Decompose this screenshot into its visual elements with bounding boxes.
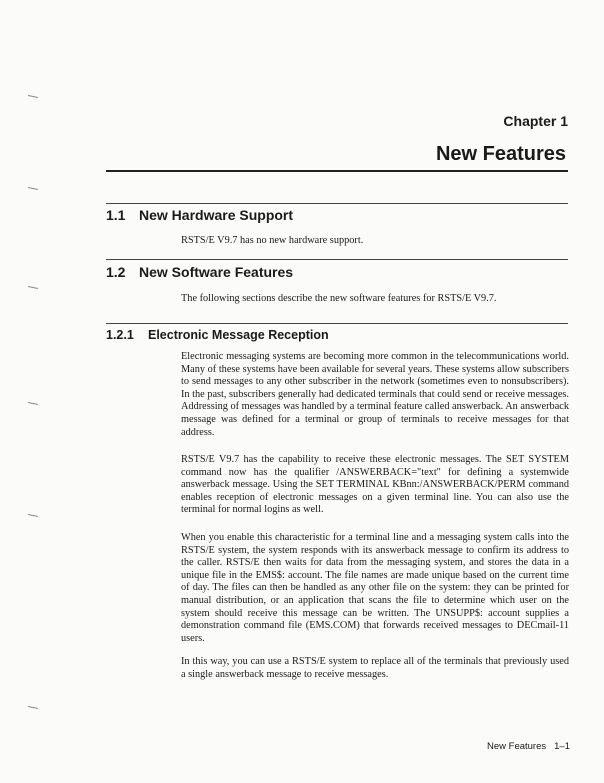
margin-mark bbox=[28, 187, 38, 190]
paragraph: When you enable this characteristic for a terminal line and a messaging system calls into the RSTS/E system, the system responds with its answerback message to confirm its address to the caller. RSTS/E then waits for data from the messaging system, and stores the data in a unique file in the EMS$: account. The file names are made unique based on the current time of day. The files can then be handled as any other file on the system: they can be printed for manual distribution, or an application that scans the file to determine which user on the system should receive this message can be written. The UNSUPP$: account supplies a demonstration command file (EMS.COM) that forwards received messages to DECmail-11 users. bbox=[181, 532, 569, 644]
subsection-heading bbox=[106, 328, 329, 342]
footer-title: New Features bbox=[487, 741, 547, 752]
section-rule bbox=[106, 259, 568, 260]
paragraph: In this way, you can use a RSTS/E system to replace all of the terminals that previously used a single answerback message to receive messages. bbox=[181, 656, 569, 680]
section-title: New Software Features bbox=[139, 264, 294, 280]
subsection-title: Electronic Message Reception bbox=[148, 328, 329, 342]
chapter-rule bbox=[106, 170, 568, 172]
margin-mark bbox=[28, 402, 38, 405]
page-number: 1–1 bbox=[554, 741, 570, 752]
chapter-label: Chapter 1 bbox=[503, 113, 568, 129]
paragraph: Electronic messaging systems are becoming more common in the telecommunications world. Many of these systems have been available for several years. These systems allow subscribers to send messages to any other subscriber in the network (sometimes even to nonsubscribers). In the past, subscribers generally had dedicated terminals that could send or receive messages. Addressing of messages was handled by a terminal feature called answerback. An answerback message was defined for a terminal or group of terminals to receive messages for that address. bbox=[181, 351, 569, 438]
section-body: RSTS/E V9.7 has no new hardware support. bbox=[181, 235, 364, 246]
page-footer bbox=[479, 741, 570, 752]
chapter-title: New Features bbox=[435, 143, 566, 165]
section-number: 1.2 bbox=[106, 264, 126, 280]
subsection-number: 1.2.1 bbox=[106, 328, 134, 342]
section-number: 1.1 bbox=[106, 207, 126, 223]
margin-mark bbox=[28, 286, 38, 289]
section-body: The following sections describe the new software features for RSTS/E V9.7. bbox=[181, 293, 497, 304]
margin-mark bbox=[28, 95, 38, 98]
subsection-rule bbox=[106, 323, 568, 324]
section-heading bbox=[106, 207, 293, 223]
section-title: New Hardware Support bbox=[139, 207, 294, 223]
margin-mark bbox=[28, 706, 38, 709]
section-heading bbox=[106, 264, 293, 280]
paragraph: RSTS/E V9.7 has the capability to receive these electronic messages. The SET SYSTEM command now has the qualifier /ANSWERBACK="text" for defining a systemwide answerback message. Using the SET TERMINAL KBnn:/ANSWERBACK/PERM command enables reception of electronic messages on a given terminal line. You can also use the terminal for normal logins as well. bbox=[181, 454, 569, 516]
section-rule bbox=[106, 203, 568, 204]
margin-mark bbox=[28, 514, 38, 517]
